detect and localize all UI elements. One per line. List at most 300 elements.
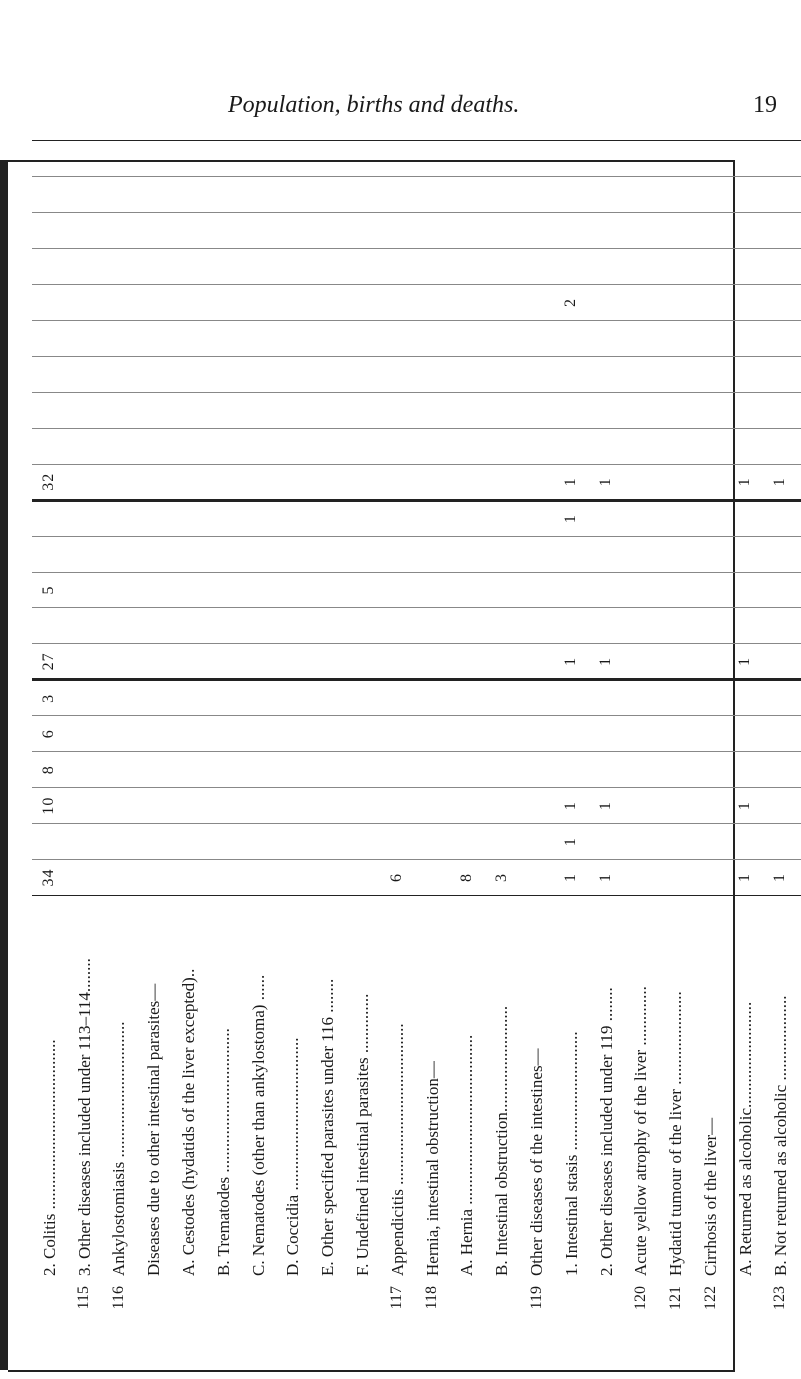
cell-value bbox=[450, 141, 485, 177]
cell-value bbox=[32, 141, 67, 177]
row-index: 117 bbox=[388, 1286, 406, 1310]
cell-value bbox=[798, 716, 801, 752]
cell-value bbox=[206, 680, 241, 716]
cell-value bbox=[589, 680, 624, 716]
cell-value bbox=[310, 177, 345, 213]
cell-value bbox=[728, 572, 763, 608]
cell-value bbox=[450, 285, 485, 321]
cell-value bbox=[554, 249, 589, 285]
cell-value bbox=[345, 500, 380, 536]
cell-value bbox=[276, 213, 311, 249]
cell-value bbox=[728, 428, 763, 464]
cell-value bbox=[206, 536, 241, 572]
cell-value bbox=[763, 824, 798, 860]
cell-value bbox=[554, 608, 589, 644]
cell-value: 1 bbox=[728, 788, 763, 824]
cell-value bbox=[171, 644, 206, 680]
cell-value bbox=[728, 680, 763, 716]
cell-value bbox=[276, 860, 311, 896]
cell-value bbox=[276, 680, 311, 716]
table-body bbox=[32, 141, 801, 1365]
cell-value bbox=[798, 788, 801, 824]
cell-value bbox=[693, 177, 728, 213]
cell-value bbox=[380, 321, 415, 357]
cell-value bbox=[519, 716, 554, 752]
cell-value bbox=[206, 788, 241, 824]
cell-value bbox=[519, 392, 554, 428]
cell-value bbox=[102, 716, 137, 752]
cell-value bbox=[519, 644, 554, 680]
disease-label: C. Nematodes (other than ankylostoma) ...... bbox=[241, 896, 276, 1281]
cell-value bbox=[345, 572, 380, 608]
cell-value bbox=[380, 213, 415, 249]
disease-label: Acute yellow atrophy of the liver .............. bbox=[624, 896, 659, 1281]
cell-value bbox=[310, 752, 345, 788]
cell-value bbox=[763, 608, 798, 644]
cell-value bbox=[171, 321, 206, 357]
table-row bbox=[32, 141, 67, 1365]
cell-value bbox=[206, 500, 241, 536]
cell-value bbox=[484, 788, 519, 824]
cell-value bbox=[310, 356, 345, 392]
cell-value bbox=[658, 213, 693, 249]
cell-value bbox=[102, 536, 137, 572]
cell-value bbox=[693, 500, 728, 536]
cell-value bbox=[102, 860, 137, 896]
cell-value bbox=[798, 644, 801, 680]
cell-value bbox=[624, 249, 659, 285]
cell-value bbox=[763, 716, 798, 752]
cell-value bbox=[206, 464, 241, 500]
cell-value bbox=[798, 680, 801, 716]
cell-value bbox=[345, 356, 380, 392]
cell-value bbox=[32, 321, 67, 357]
cell-value bbox=[798, 213, 801, 249]
cell-value bbox=[415, 680, 450, 716]
cell-value bbox=[206, 392, 241, 428]
cell-value bbox=[32, 356, 67, 392]
cell-value bbox=[102, 500, 137, 536]
cell-value bbox=[310, 428, 345, 464]
cell-value bbox=[171, 177, 206, 213]
cell-value bbox=[276, 392, 311, 428]
cell-value bbox=[276, 644, 311, 680]
cell-value bbox=[241, 644, 276, 680]
cell-value bbox=[171, 141, 206, 177]
cell-value: 1 bbox=[728, 644, 763, 680]
cell-value bbox=[624, 392, 659, 428]
cell-value bbox=[276, 356, 311, 392]
row-index bbox=[32, 1280, 67, 1364]
cell-value bbox=[450, 788, 485, 824]
cell-value bbox=[554, 356, 589, 392]
cell-value bbox=[450, 321, 485, 357]
cell-value bbox=[798, 177, 801, 213]
cell-value bbox=[380, 644, 415, 680]
page-title: Population, births and deaths. bbox=[228, 92, 520, 118]
cell-value bbox=[658, 249, 693, 285]
cell-value bbox=[276, 249, 311, 285]
cell-value bbox=[624, 428, 659, 464]
cell-value bbox=[450, 608, 485, 644]
cell-value bbox=[276, 824, 311, 860]
cell-value bbox=[763, 249, 798, 285]
cell-value bbox=[693, 213, 728, 249]
table-row bbox=[519, 141, 554, 1365]
cell-value bbox=[415, 752, 450, 788]
disease-label: F. Undefined intestinal parasites .............. bbox=[345, 896, 380, 1281]
cell-value bbox=[658, 464, 693, 500]
disease-label: Hernia, intestinal obstruction— bbox=[415, 896, 450, 1281]
disease-label: Other diseases of the intestines— bbox=[519, 896, 554, 1281]
table-row bbox=[345, 141, 380, 1365]
cell-value bbox=[345, 644, 380, 680]
cell-value bbox=[276, 321, 311, 357]
cell-value: 3 bbox=[484, 860, 519, 896]
cell-value bbox=[728, 752, 763, 788]
row-index bbox=[589, 1280, 624, 1364]
cell-value bbox=[484, 141, 519, 177]
cell-value bbox=[136, 608, 171, 644]
cell-value bbox=[415, 392, 450, 428]
cell-value bbox=[171, 824, 206, 860]
cell-value bbox=[380, 716, 415, 752]
cell-value bbox=[763, 141, 798, 177]
cell-value bbox=[519, 824, 554, 860]
cell-value bbox=[728, 285, 763, 321]
cell-value: 32 bbox=[32, 464, 67, 500]
cell-value bbox=[380, 464, 415, 500]
cell-value bbox=[798, 321, 801, 357]
disease-label: Ankylostomiasis ................................ bbox=[102, 896, 137, 1281]
cell-value bbox=[693, 572, 728, 608]
cell-value bbox=[415, 141, 450, 177]
cell-value bbox=[519, 500, 554, 536]
cell-value bbox=[310, 285, 345, 321]
cell-value bbox=[67, 644, 102, 680]
cell-value bbox=[241, 428, 276, 464]
cell-value bbox=[380, 824, 415, 860]
cell-value bbox=[798, 824, 801, 860]
cell-value bbox=[380, 500, 415, 536]
cell-value bbox=[484, 680, 519, 716]
disease-label: B. Trematodes .................................. bbox=[206, 896, 241, 1281]
cell-value bbox=[763, 572, 798, 608]
cell-value bbox=[415, 788, 450, 824]
cell-value bbox=[276, 464, 311, 500]
cell-value bbox=[693, 608, 728, 644]
cell-value bbox=[380, 285, 415, 321]
table-row bbox=[67, 141, 102, 1365]
cell-value bbox=[136, 321, 171, 357]
cell-value bbox=[624, 644, 659, 680]
cell-value bbox=[206, 177, 241, 213]
cell-value bbox=[798, 536, 801, 572]
cell-value bbox=[415, 321, 450, 357]
cell-value bbox=[484, 177, 519, 213]
cell-value bbox=[624, 177, 659, 213]
row-index: 120 bbox=[631, 1286, 649, 1310]
cell-value bbox=[693, 752, 728, 788]
cell-value bbox=[241, 213, 276, 249]
cell-value bbox=[519, 177, 554, 213]
cell-value bbox=[102, 608, 137, 644]
cell-value bbox=[658, 608, 693, 644]
cell-value bbox=[171, 716, 206, 752]
cell-value bbox=[206, 824, 241, 860]
cell-value bbox=[345, 716, 380, 752]
cell-value bbox=[484, 608, 519, 644]
cell-value bbox=[276, 536, 311, 572]
cell-value bbox=[136, 428, 171, 464]
cell-value bbox=[589, 141, 624, 177]
cell-value bbox=[136, 464, 171, 500]
cell-value bbox=[658, 860, 693, 896]
cell-value bbox=[624, 716, 659, 752]
cell-value bbox=[310, 824, 345, 860]
cell-value bbox=[450, 644, 485, 680]
cell-value bbox=[136, 141, 171, 177]
cell-value bbox=[728, 536, 763, 572]
cell-value bbox=[171, 608, 206, 644]
cell-value bbox=[728, 608, 763, 644]
table-row bbox=[415, 141, 450, 1365]
cell-value bbox=[67, 249, 102, 285]
cell-value bbox=[380, 392, 415, 428]
cell-value bbox=[380, 536, 415, 572]
cell-value bbox=[206, 752, 241, 788]
cell-value bbox=[450, 752, 485, 788]
cell-value bbox=[415, 213, 450, 249]
cell-value bbox=[345, 213, 380, 249]
cell-value bbox=[102, 249, 137, 285]
cell-value bbox=[450, 392, 485, 428]
cell-value bbox=[206, 572, 241, 608]
cell-value bbox=[693, 321, 728, 357]
table-row bbox=[798, 141, 801, 1365]
row-index bbox=[554, 1280, 589, 1364]
cell-value bbox=[624, 860, 659, 896]
cell-value bbox=[67, 285, 102, 321]
cell-value bbox=[763, 680, 798, 716]
cell-value bbox=[450, 249, 485, 285]
cell-value bbox=[241, 249, 276, 285]
cell-value bbox=[484, 824, 519, 860]
cell-value bbox=[798, 752, 801, 788]
cell-value bbox=[450, 213, 485, 249]
cell-value bbox=[484, 356, 519, 392]
cell-value bbox=[658, 392, 693, 428]
row-index bbox=[206, 1280, 241, 1364]
cell-value bbox=[380, 608, 415, 644]
cell-value bbox=[728, 141, 763, 177]
cell-value bbox=[32, 285, 67, 321]
cell-value bbox=[171, 536, 206, 572]
disease-label: B. Intestinal obstruction......................... bbox=[484, 896, 519, 1281]
cell-value bbox=[554, 572, 589, 608]
cell-value bbox=[658, 285, 693, 321]
cell-value bbox=[276, 716, 311, 752]
table-row bbox=[450, 141, 485, 1365]
page-number: 19 bbox=[753, 92, 777, 118]
cell-value bbox=[415, 500, 450, 536]
cell-value bbox=[658, 572, 693, 608]
cell-value: 34 bbox=[32, 860, 67, 896]
row-index: 119 bbox=[527, 1286, 545, 1310]
cell-value bbox=[450, 464, 485, 500]
cell-value bbox=[32, 500, 67, 536]
cell-value bbox=[624, 321, 659, 357]
cell-value bbox=[658, 356, 693, 392]
cell-value bbox=[276, 428, 311, 464]
cell-value bbox=[728, 500, 763, 536]
cell-value bbox=[589, 536, 624, 572]
row-index bbox=[450, 1280, 485, 1364]
table-row bbox=[241, 141, 276, 1365]
cell-value bbox=[206, 428, 241, 464]
cell-value bbox=[345, 608, 380, 644]
cell-value bbox=[415, 860, 450, 896]
cell-value bbox=[67, 536, 102, 572]
cell-value bbox=[380, 141, 415, 177]
cell-value bbox=[310, 860, 345, 896]
cell-value bbox=[171, 392, 206, 428]
cell-value bbox=[310, 249, 345, 285]
cell-value bbox=[32, 608, 67, 644]
cell-value bbox=[693, 680, 728, 716]
cell-value bbox=[624, 285, 659, 321]
cell-value bbox=[102, 213, 137, 249]
cell-value bbox=[136, 680, 171, 716]
cell-value bbox=[32, 177, 67, 213]
cell-value bbox=[658, 824, 693, 860]
row-index: 116 bbox=[109, 1286, 127, 1310]
cell-value bbox=[415, 285, 450, 321]
cell-value bbox=[728, 249, 763, 285]
table-row bbox=[763, 141, 798, 1365]
cell-value: 3 bbox=[32, 680, 67, 716]
cell-value bbox=[624, 464, 659, 500]
cell-value bbox=[484, 321, 519, 357]
cell-value bbox=[380, 177, 415, 213]
cell-value bbox=[276, 752, 311, 788]
cell-value bbox=[798, 285, 801, 321]
cell-value: 8 bbox=[32, 752, 67, 788]
rotated-table-container bbox=[32, 140, 790, 1364]
cell-value bbox=[310, 464, 345, 500]
cell-value bbox=[798, 500, 801, 536]
cell-value bbox=[206, 321, 241, 357]
cell-value bbox=[415, 464, 450, 500]
cell-value bbox=[67, 716, 102, 752]
cell-value bbox=[345, 285, 380, 321]
cell-value bbox=[554, 213, 589, 249]
cell-value bbox=[484, 752, 519, 788]
cell-value bbox=[554, 392, 589, 428]
cell-value bbox=[763, 788, 798, 824]
cell-value bbox=[276, 788, 311, 824]
cell-value bbox=[206, 644, 241, 680]
cell-value bbox=[345, 177, 380, 213]
cell-value bbox=[589, 752, 624, 788]
cell-value bbox=[171, 428, 206, 464]
cell-value bbox=[136, 716, 171, 752]
cell-value: 1 bbox=[589, 788, 624, 824]
cell-value bbox=[241, 860, 276, 896]
cell-value bbox=[798, 428, 801, 464]
cell-value bbox=[310, 572, 345, 608]
cell-value bbox=[519, 464, 554, 500]
cell-value bbox=[519, 213, 554, 249]
table-left-border bbox=[0, 160, 8, 1370]
cell-value bbox=[450, 428, 485, 464]
table-row bbox=[171, 141, 206, 1365]
cell-value: 1 bbox=[763, 464, 798, 500]
cell-value bbox=[484, 644, 519, 680]
cell-value bbox=[624, 572, 659, 608]
cell-value bbox=[519, 249, 554, 285]
disease-label: A. Hernia ........................................ bbox=[450, 896, 485, 1281]
cell-value bbox=[415, 536, 450, 572]
cell-value bbox=[519, 321, 554, 357]
cell-value bbox=[345, 428, 380, 464]
cell-value bbox=[171, 356, 206, 392]
cell-value bbox=[763, 428, 798, 464]
cell-value bbox=[693, 788, 728, 824]
cell-value bbox=[798, 608, 801, 644]
cell-value bbox=[484, 572, 519, 608]
row-index bbox=[276, 1280, 311, 1364]
disease-label: E. Other specified parasites under 116 ........ bbox=[310, 896, 345, 1281]
cell-value bbox=[206, 213, 241, 249]
cell-value bbox=[171, 285, 206, 321]
cell-value bbox=[102, 680, 137, 716]
table-bottom-rule bbox=[8, 1370, 734, 1372]
cell-value bbox=[171, 788, 206, 824]
cell-value bbox=[171, 464, 206, 500]
cell-value bbox=[624, 752, 659, 788]
cell-value bbox=[658, 141, 693, 177]
cell-value bbox=[658, 177, 693, 213]
cell-value bbox=[484, 213, 519, 249]
cell-value bbox=[136, 356, 171, 392]
cell-value bbox=[136, 500, 171, 536]
cell-value bbox=[450, 500, 485, 536]
cell-value bbox=[519, 788, 554, 824]
cell-value bbox=[693, 464, 728, 500]
cell-value bbox=[67, 428, 102, 464]
cell-value bbox=[693, 860, 728, 896]
cell-value bbox=[415, 572, 450, 608]
cell-value bbox=[450, 572, 485, 608]
row-index: 115 bbox=[75, 1286, 93, 1310]
cell-value bbox=[171, 752, 206, 788]
cell-value bbox=[67, 500, 102, 536]
row-index: 118 bbox=[423, 1286, 441, 1310]
cell-value bbox=[32, 536, 67, 572]
cell-value bbox=[171, 249, 206, 285]
row-index bbox=[728, 1280, 763, 1364]
cell-value bbox=[798, 356, 801, 392]
cell-value bbox=[415, 249, 450, 285]
cell-value: 1 bbox=[554, 644, 589, 680]
cell-value bbox=[32, 249, 67, 285]
cell-value bbox=[380, 249, 415, 285]
cell-value bbox=[136, 572, 171, 608]
cell-value bbox=[658, 752, 693, 788]
cell-value bbox=[450, 824, 485, 860]
cell-value bbox=[136, 788, 171, 824]
